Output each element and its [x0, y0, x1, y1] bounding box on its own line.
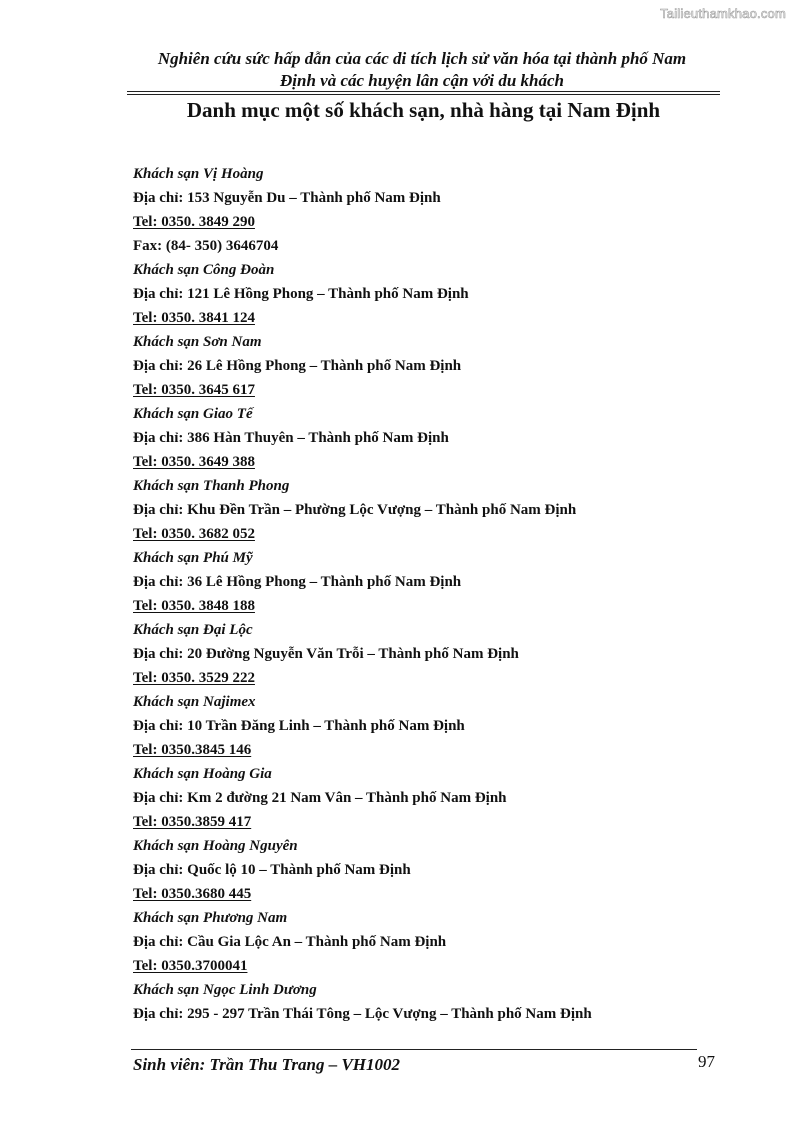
hotel-address: Địa chỉ: 386 Hàn Thuyên – Thành phố Nam Định: [133, 430, 449, 446]
hotel-address: Địa chỉ: 20 Đường Nguyễn Văn Trỗi – Thành phố Nam Định: [133, 646, 519, 662]
hotel-address: Địa chỉ: Quốc lộ 10 – Thành phố Nam Định: [133, 862, 411, 878]
hotel-address: Địa chỉ: 295 - 297 Trần Thái Tông – Lộc Vượng – Thành phố Nam Định: [133, 1006, 592, 1022]
hotel-tel: [133, 810, 733, 834]
hotel-name: Khách sạn Phú Mỹ: [133, 550, 253, 566]
hotel-name: Khách sạn Najimex: [133, 694, 256, 710]
hotel-name: Khách sạn Công Đoàn: [133, 262, 275, 278]
hotel-tel: [133, 306, 733, 330]
footer-author: Sinh viên: Trần Thu Trang – VH1002: [133, 1055, 401, 1074]
hotel-tel-text: Tel: 0350. 3849 290: [133, 214, 255, 230]
hotel-tel-text: Tel: 0350. 3841 124: [133, 310, 255, 326]
hotel-tel-text: Tel: 0350.3680 445: [133, 886, 252, 902]
footer-divider: [131, 1049, 697, 1050]
hotel-tel-text: Tel: 0350.3700041: [133, 958, 248, 974]
hotel-address: Địa chỉ: Khu Đền Trần – Phường Lộc Vượng – Thành phố Nam Định: [133, 502, 577, 518]
header-line-1: Nghiên cứu sức hấp dẫn của các di tích lịch sử văn hóa tại thành phố Nam: [157, 49, 687, 68]
hotel-tel: [133, 594, 733, 618]
hotel-name: Khách sạn Phương Nam: [133, 910, 288, 926]
hotel-name: Khách sạn Đại Lộc: [133, 622, 253, 638]
hotel-address: Địa chỉ: 153 Nguyễn Du – Thành phố Nam Định: [133, 190, 441, 206]
hotel-name: Khách sạn Giao Tế: [133, 406, 253, 422]
header-divider-secondary: [127, 94, 720, 95]
hotel-tel: [133, 210, 733, 234]
header-line-2: Định và các huyện lân cận với du khách: [280, 71, 564, 90]
header-divider: [127, 91, 720, 92]
page-number: 97: [698, 1052, 715, 1071]
hotel-tel: [133, 378, 733, 402]
hotel-tel-text: Tel: 0350.3845 146: [133, 742, 252, 758]
hotel-tel: [133, 666, 733, 690]
hotel-tel: [133, 738, 733, 762]
hotel-address: Địa chỉ: 36 Lê Hồng Phong – Thành phố Nam Định: [133, 574, 462, 590]
hotel-list: [133, 162, 733, 1026]
running-header: [122, 48, 722, 92]
hotel-name: Khách sạn Thanh Phong: [133, 478, 290, 494]
hotel-tel: [133, 882, 733, 906]
hotel-address: Địa chỉ: 10 Trần Đăng Linh – Thành phố Nam Định: [133, 718, 465, 734]
watermark: Tailieuthamkhao.com: [660, 6, 786, 21]
hotel-tel-text: Tel: 0350.3859 417: [133, 814, 252, 830]
page-title: Danh mục một số khách sạn, nhà hàng tại Nam Định: [186, 98, 661, 122]
hotel-address: Địa chỉ: 26 Lê Hồng Phong – Thành phố Nam Định: [133, 358, 462, 374]
hotel-name: Khách sạn Sơn Nam: [133, 334, 262, 350]
hotel-address: Địa chỉ: 121 Lê Hồng Phong – Thành phố Nam Định: [133, 286, 469, 302]
hotel-address: Địa chỉ: Km 2 đường 21 Nam Vân – Thành phố Nam Định: [133, 790, 507, 806]
hotel-tel: [133, 954, 733, 978]
hotel-tel: [133, 522, 733, 546]
hotel-name: Khách sạn Ngọc Linh Dương: [133, 982, 317, 998]
hotel-tel-text: Tel: 0350. 3649 388: [133, 454, 255, 470]
hotel-tel-text: Tel: 0350. 3645 617: [133, 382, 255, 398]
hotel-tel-text: Tel: 0350. 3848 188: [133, 598, 255, 614]
hotel-fax: Fax: (84- 350) 3646704: [133, 238, 279, 254]
hotel-tel-text: Tel: 0350. 3529 222: [133, 670, 255, 686]
hotel-tel: [133, 450, 733, 474]
hotel-name: Khách sạn Vị Hoàng: [133, 166, 264, 182]
hotel-address: Địa chỉ: Cầu Gia Lộc An – Thành phố Nam Định: [133, 934, 447, 950]
hotel-tel-text: Tel: 0350. 3682 052: [133, 526, 255, 542]
hotel-name: Khách sạn Hoàng Gia: [133, 766, 272, 782]
hotel-name: Khách sạn Hoàng Nguyên: [133, 838, 298, 854]
